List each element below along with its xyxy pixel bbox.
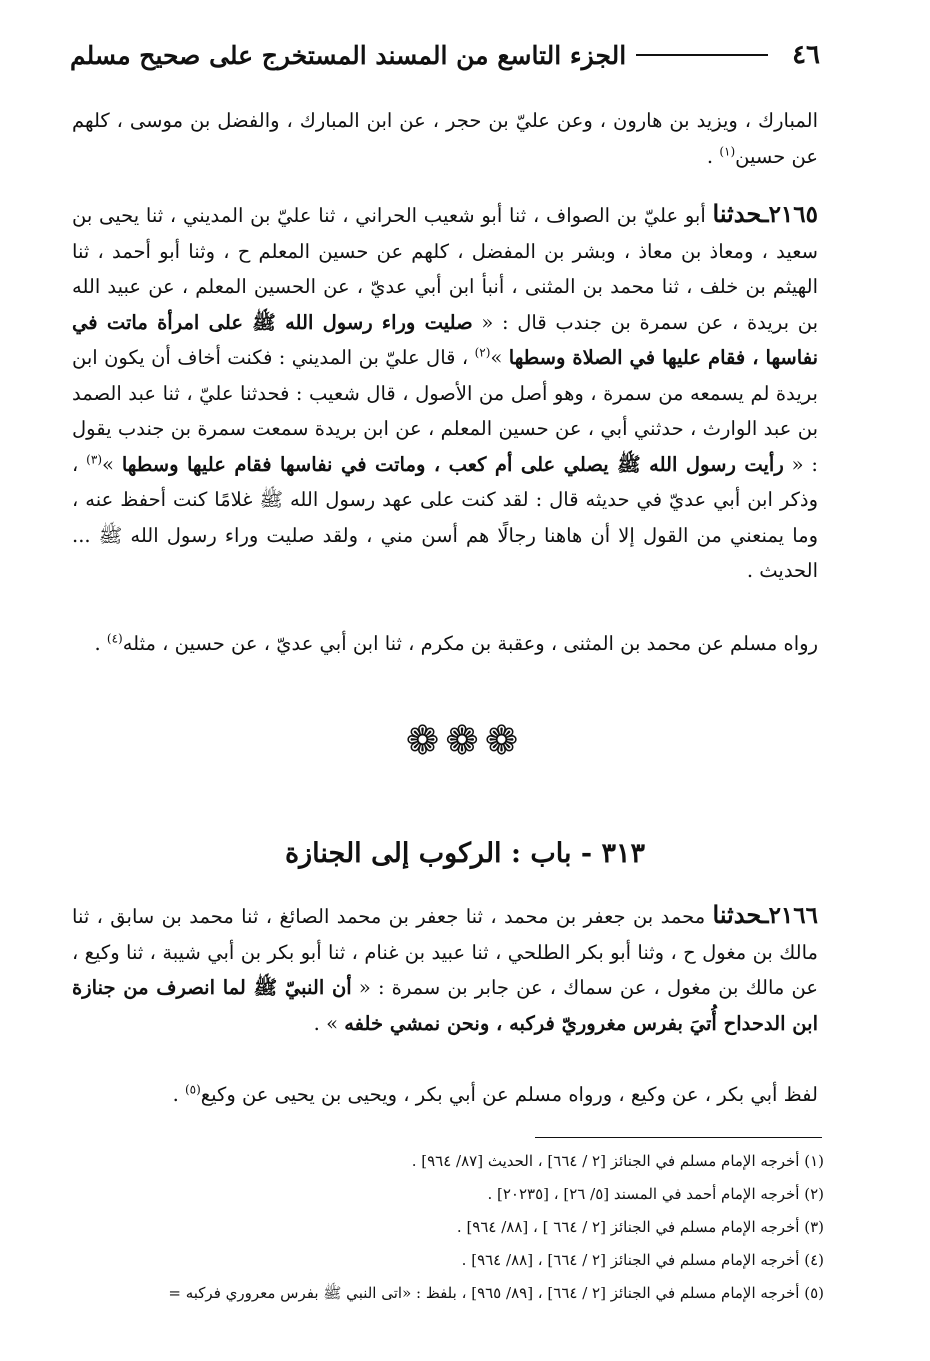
footnote-ref: (٥) — [184, 1082, 201, 1097]
matn-text-2: رأيت رسول الله ﷺ يصلي على أم كعب ، وماتت في نفاسها فقام عليها وسطها — [121, 452, 784, 476]
quote-close: » . — [313, 1011, 345, 1035]
page-header — [70, 30, 820, 80]
riwayah-text: لفظ أبي بكر ، عن وكيع ، ورواه مسلم عن أبي بكر ، ويحيى بن يحيى عن وكيع — [200, 1083, 818, 1106]
hadith-number: ٢١٦٦ـ — [761, 902, 818, 929]
intro-paragraph — [72, 103, 818, 174]
footnotes — [72, 1145, 824, 1310]
haddathana-word: حدثنا — [712, 199, 762, 228]
footnote-ref: (٢) — [474, 345, 491, 360]
footnote-2: (٢) أخرجه الإمام أحمد في المسند [٥/ ٢٦] ، [٢٠٢٣٥] . — [487, 1185, 824, 1203]
footnote-5: (٥) أخرجه الإمام مسلم في الجنائز [٢ / ٦٦٤] ، [٨٩/ ٩٦٥] ، بلفظ : «اتى النبي ﷺ بفرس معروري فركبه = — [168, 1284, 824, 1302]
footnote-ref: (١) — [719, 144, 736, 158]
header-rule — [636, 54, 768, 56]
haddathana-word: حدثنا — [712, 900, 762, 929]
section-ornament: ❁❁❁ — [405, 718, 525, 764]
isnad-text: محمد بن جعفر بن محمد ، ثنا جعفر بن محمد الصائغ ، ثنا محمد بن سابق ، ثنا مالك بن مغول ح ، وثنا أبو بكر الطلحي ، ثنا عبيد بن غنام ، ثنا أبو بكر بن أبي شيبة ، ثنا وكيع ، عن مالك بن مغول ، عن سماك ، عن جابر بن سمرة : « — [72, 905, 818, 999]
riwayah-text: رواه مسلم عن محمد بن المثنى ، وعقبة بن مكرم ، ثنا ابن أبي عديّ ، عن حسين ، مثله — [122, 632, 818, 655]
riwayah-paragraph-2 — [72, 1077, 818, 1113]
riwayah-end: . — [94, 632, 107, 655]
footnote-rule — [535, 1137, 822, 1138]
intro-text: المبارك ، ويزيد بن هارون ، وعن عليّ بن حجر ، عن ابن المبارك ، والفضل بن موسى ، كلهم عن حسين — [72, 109, 818, 168]
chapter-heading: ٣١٣ - باب : الركوب إلى الجنازة — [284, 838, 646, 869]
commentary-text: ، قال عليّ بن المديني : فكنت أخاف أن يكون ابن بريدة لم يسمعه من سمرة ، وهو أصل من الأصول ، قال شعيب : فحدثنا عليّ ، ثنا عبد الصمد بن عبد الوارث ، حدثني أبي ، عن حسين المعلم ، عن ابن بريدة سمعت سمرة بن جندب يقول : « — [72, 346, 818, 476]
riwayah-paragraph-1 — [72, 626, 818, 662]
hadith-number: ٢١٦٥ـ — [761, 201, 818, 228]
hadith-2165 — [72, 196, 818, 589]
riwayah-end: . — [172, 1083, 185, 1106]
footnote-ref: (٣) — [86, 452, 102, 466]
matn-text: صليت وراء رسول الله ﷺ على امرأة ماتت في نفاسها ، فقام عليها في الصلاة وسطها — [72, 310, 819, 369]
intro-end: . — [706, 144, 720, 168]
footnote-1: (١) أخرجه الإمام مسلم في الجنائز [٢ / ٦٦٤] ، الحديث [٨٧/ ٩٦٤] . — [411, 1152, 824, 1170]
hadith-2166 — [72, 897, 818, 1041]
isnad-text: أبو عليّ بن الصواف ، ثنا أبو شعيب الحراني ، ثنا عليّ بن المديني ، ثنا يحيى بن سعيد ، ومعاذ بن معاذ ، وبشر بن المفضل ، كلهم عن حسين المعلم ح ، وثنا أبو أحمد ، ثنا الهيثم بن خلف ، ثنا محمد بن المثنى ، أنبأ ابن أبي عديّ ، عن الحسين المعلم ، عن عبيد الله بن بريدة ، عن سمرة بن جندب قال : « — [72, 204, 818, 334]
quote-close: » — [490, 346, 509, 369]
matn-text: أن النبيّ ﷺ لما انصرف من جنازة ابن الدحداح أُتيَ بفرس مغروريّ فركبه ، ونحن نمشي خلفه — [72, 976, 818, 1035]
page-number: ٤٦ — [792, 40, 820, 70]
footnote-4: (٤) أخرجه الإمام مسلم في الجنائز [٢ / ٦٦٤] ، [٨٨/ ٩٦٤] . — [461, 1251, 824, 1269]
quote-close-2: » — [102, 452, 122, 476]
footnote-ref: (٤) — [106, 631, 123, 646]
book-title: الجزء التاسع من المسند المستخرج على صحيح مسلم — [70, 40, 627, 70]
commentary-text-2: ، وذكر ابن أبي عديّ في حديثه قال : لقد كنت على عهد رسول الله ﷺ غلامًا كنت أحفظ عنه ، وما يمنعني من القول إلا أن هاهنا رجالًا هم أسن مني ، ولقد صليت وراء رسول الله ﷺ ... الحديث . — [72, 452, 818, 582]
footnote-3: (٣) أخرجه الإمام مسلم في الجنائز [٢ / ٦٦٤ ] ، [٨٨/ ٩٦٤] . — [456, 1218, 824, 1236]
